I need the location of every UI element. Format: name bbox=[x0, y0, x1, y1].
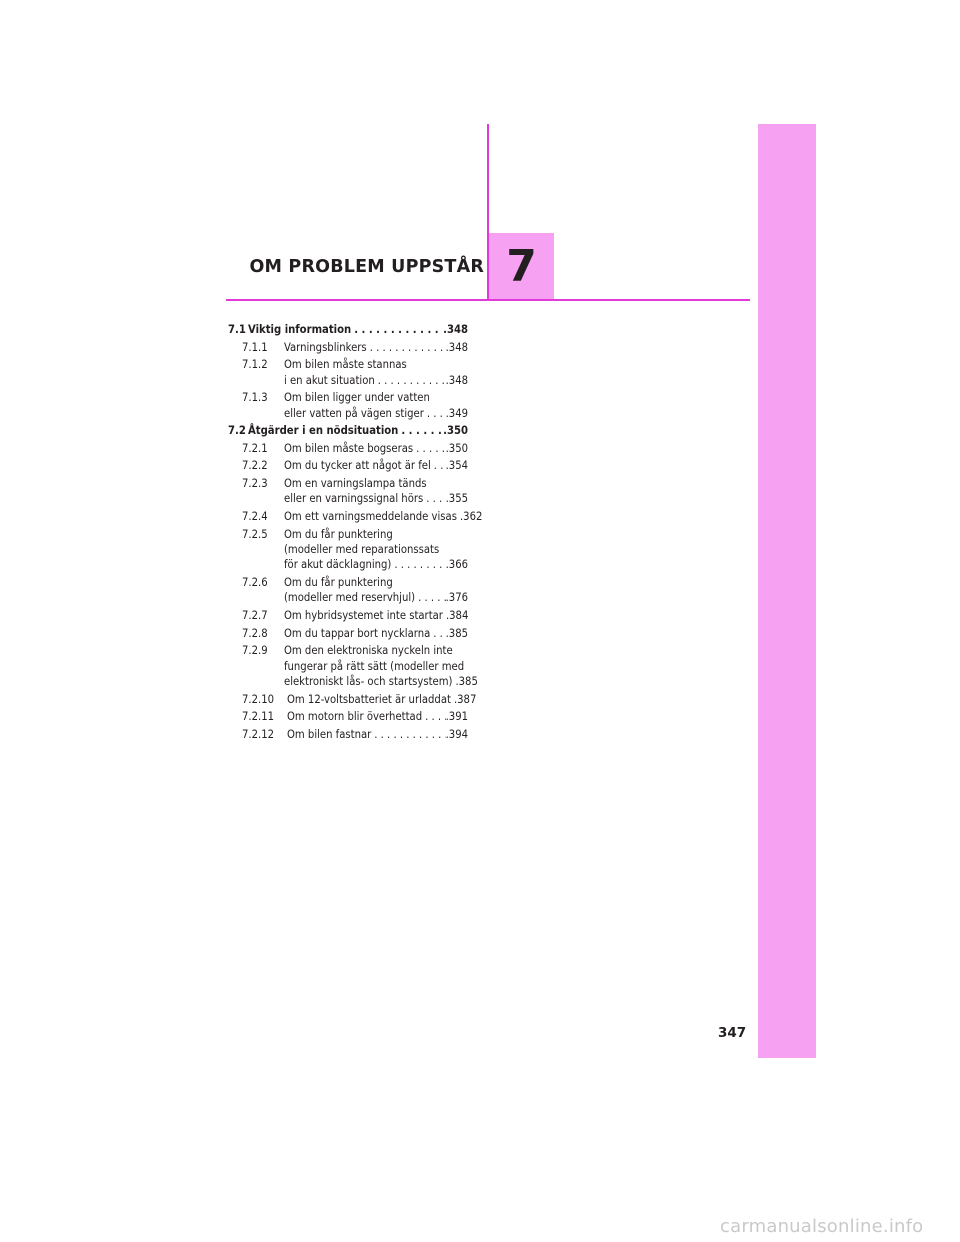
toc-dot-leader bbox=[431, 458, 446, 473]
toc-entry-number: 7.2.9 bbox=[242, 644, 268, 658]
toc-entry-title-line: (modeller med reparationssats bbox=[284, 542, 440, 556]
toc-subsection-entry[interactable] bbox=[228, 458, 468, 473]
header-horizontal-rule bbox=[226, 299, 750, 301]
toc-subsection-entry[interactable] bbox=[228, 441, 468, 456]
toc-entry-number: 7.2.12 bbox=[242, 727, 275, 741]
toc-entry-number: 7.2.11 bbox=[242, 710, 275, 724]
toc-page-number: .385 bbox=[445, 626, 468, 640]
toc-page-number: .387 bbox=[453, 692, 477, 706]
toc-dot-leader bbox=[423, 491, 445, 506]
toc-dot-leader bbox=[415, 590, 446, 605]
toc-entry-number: 7.1.2 bbox=[242, 358, 268, 372]
toc-entry-title-line: Om du får punktering bbox=[284, 575, 393, 589]
toc-entry-number: 7.2.6 bbox=[242, 575, 268, 589]
table-of-contents bbox=[228, 322, 483, 744]
toc-subsection-entry[interactable] bbox=[228, 390, 468, 421]
toc-entry-title-line: Viktig information bbox=[248, 323, 352, 336]
toc-entry-number: 7.1.3 bbox=[242, 391, 268, 405]
chapter-number: 7 bbox=[506, 240, 537, 292]
toc-entry-number: 7.2.4 bbox=[242, 509, 268, 523]
toc-page-number: .366 bbox=[445, 558, 468, 572]
toc-dot-leader bbox=[351, 322, 443, 337]
toc-entry-title-line: i en akut situation bbox=[284, 373, 375, 387]
toc-entry-title-line: Om den elektroniska nyckeln inte bbox=[284, 644, 453, 658]
toc-entry-title-line: Varningsblinkers bbox=[284, 340, 367, 354]
toc-page-number: .355 bbox=[445, 492, 468, 506]
toc-dot-leader bbox=[367, 340, 446, 355]
toc-entry-title-line: elektroniskt lås- och startsystem) bbox=[284, 674, 453, 688]
toc-entry-title-line: fungerar på rätt sätt (modeller med bbox=[284, 659, 465, 673]
chapter-title: OM PROBLEM UPPSTÅR bbox=[249, 257, 484, 277]
toc-page-number: .354 bbox=[445, 459, 468, 473]
toc-subsection-entry[interactable] bbox=[228, 709, 468, 724]
chapter-side-tab bbox=[758, 124, 816, 1058]
toc-subsection-entry[interactable] bbox=[228, 626, 468, 641]
toc-entry-number: 7.2.5 bbox=[242, 527, 268, 541]
toc-subsection-entry[interactable] bbox=[228, 608, 468, 623]
toc-dot-leader bbox=[398, 423, 443, 438]
toc-entry-title-line: Åtgärder i en nödsituation bbox=[248, 424, 399, 438]
toc-entry-title-line: Om 12-voltsbatteriet är urladdat bbox=[287, 692, 451, 706]
toc-entry-title-line: Om bilen måste stannas bbox=[284, 358, 407, 372]
toc-entry-title-line: för akut däcklagning) bbox=[284, 558, 392, 572]
toc-entry-title-line: (modeller med reservhjul) bbox=[284, 591, 416, 605]
toc-entry-number: 7.1.1 bbox=[242, 340, 268, 354]
toc-entry-title-line: Om en varningslampa tänds bbox=[284, 476, 427, 490]
toc-entry-number: 7.2 bbox=[228, 424, 246, 438]
toc-subsection-entry[interactable] bbox=[228, 575, 468, 606]
toc-page-number: .349 bbox=[445, 406, 468, 420]
toc-subsection-entry[interactable] bbox=[228, 340, 468, 355]
chapter-number-box bbox=[489, 233, 554, 300]
toc-subsection-entry[interactable] bbox=[228, 476, 468, 507]
toc-page-number: .348 bbox=[445, 373, 468, 387]
toc-entry-title-line: eller en varningssignal hörs bbox=[284, 492, 424, 506]
toc-subsection-entry[interactable] bbox=[228, 727, 468, 742]
toc-entry-number: 7.2.8 bbox=[242, 626, 268, 640]
toc-entry-title-line: Om bilen måste bogseras bbox=[284, 441, 414, 455]
toc-page-number: .384 bbox=[445, 608, 469, 622]
toc-page-number: .394 bbox=[445, 727, 468, 741]
toc-entry-title-line: eller vatten på vägen stiger bbox=[284, 406, 424, 420]
toc-entry-number: 7.2.10 bbox=[242, 692, 275, 706]
toc-page-number: .350 bbox=[445, 441, 468, 455]
toc-page-number: .350 bbox=[443, 424, 468, 438]
toc-entry-number: 7.2.7 bbox=[242, 608, 268, 622]
toc-subsection-entry[interactable] bbox=[228, 509, 483, 524]
toc-entry-title-line: Om motorn blir överhettad bbox=[287, 710, 423, 724]
page-number: 347 bbox=[718, 1025, 747, 1041]
toc-page-number: .348 bbox=[443, 323, 468, 336]
toc-dot-leader bbox=[424, 406, 446, 421]
toc-entry-title-line: Om ett varningsmeddelande visas bbox=[284, 509, 457, 523]
toc-dot-leader bbox=[391, 557, 445, 572]
toc-entry-title-line: Om du får punktering bbox=[284, 527, 393, 541]
toc-subsection-entry[interactable] bbox=[228, 527, 468, 573]
toc-entry-number: 7.1 bbox=[228, 323, 246, 336]
toc-page-number: .362 bbox=[459, 509, 483, 523]
toc-section-entry[interactable] bbox=[228, 322, 468, 337]
toc-dot-leader bbox=[375, 373, 446, 388]
toc-page-number: .348 bbox=[445, 340, 468, 354]
toc-entry-title-line: Om bilen ligger under vatten bbox=[284, 391, 430, 405]
toc-dot-leader bbox=[371, 727, 445, 742]
toc-dot-leader bbox=[422, 709, 446, 724]
toc-entry-number: 7.2.2 bbox=[242, 459, 268, 473]
toc-entry-title-line: Om hybridsystemet inte startar bbox=[284, 608, 443, 622]
toc-entry-title-line: Om du tycker att något är fel bbox=[284, 459, 431, 473]
toc-entry-number: 7.2.1 bbox=[242, 441, 268, 455]
toc-subsection-entry[interactable] bbox=[228, 643, 478, 689]
toc-dot-leader bbox=[430, 626, 445, 641]
toc-page-number: .391 bbox=[445, 710, 468, 724]
toc-dot-leader bbox=[413, 441, 445, 456]
toc-subsection-entry[interactable] bbox=[228, 692, 477, 707]
watermark: carmanualsonline.info bbox=[720, 1216, 924, 1237]
toc-page-number: .376 bbox=[445, 591, 468, 605]
toc-entry-title-line: Om bilen fastnar bbox=[287, 727, 372, 741]
toc-subsection-entry[interactable] bbox=[228, 357, 468, 388]
toc-section-entry[interactable] bbox=[228, 423, 468, 438]
toc-entry-number: 7.2.3 bbox=[242, 476, 268, 490]
toc-entry-title-line: Om du tappar bort nycklarna bbox=[284, 626, 431, 640]
toc-page-number: .385 bbox=[455, 674, 478, 688]
